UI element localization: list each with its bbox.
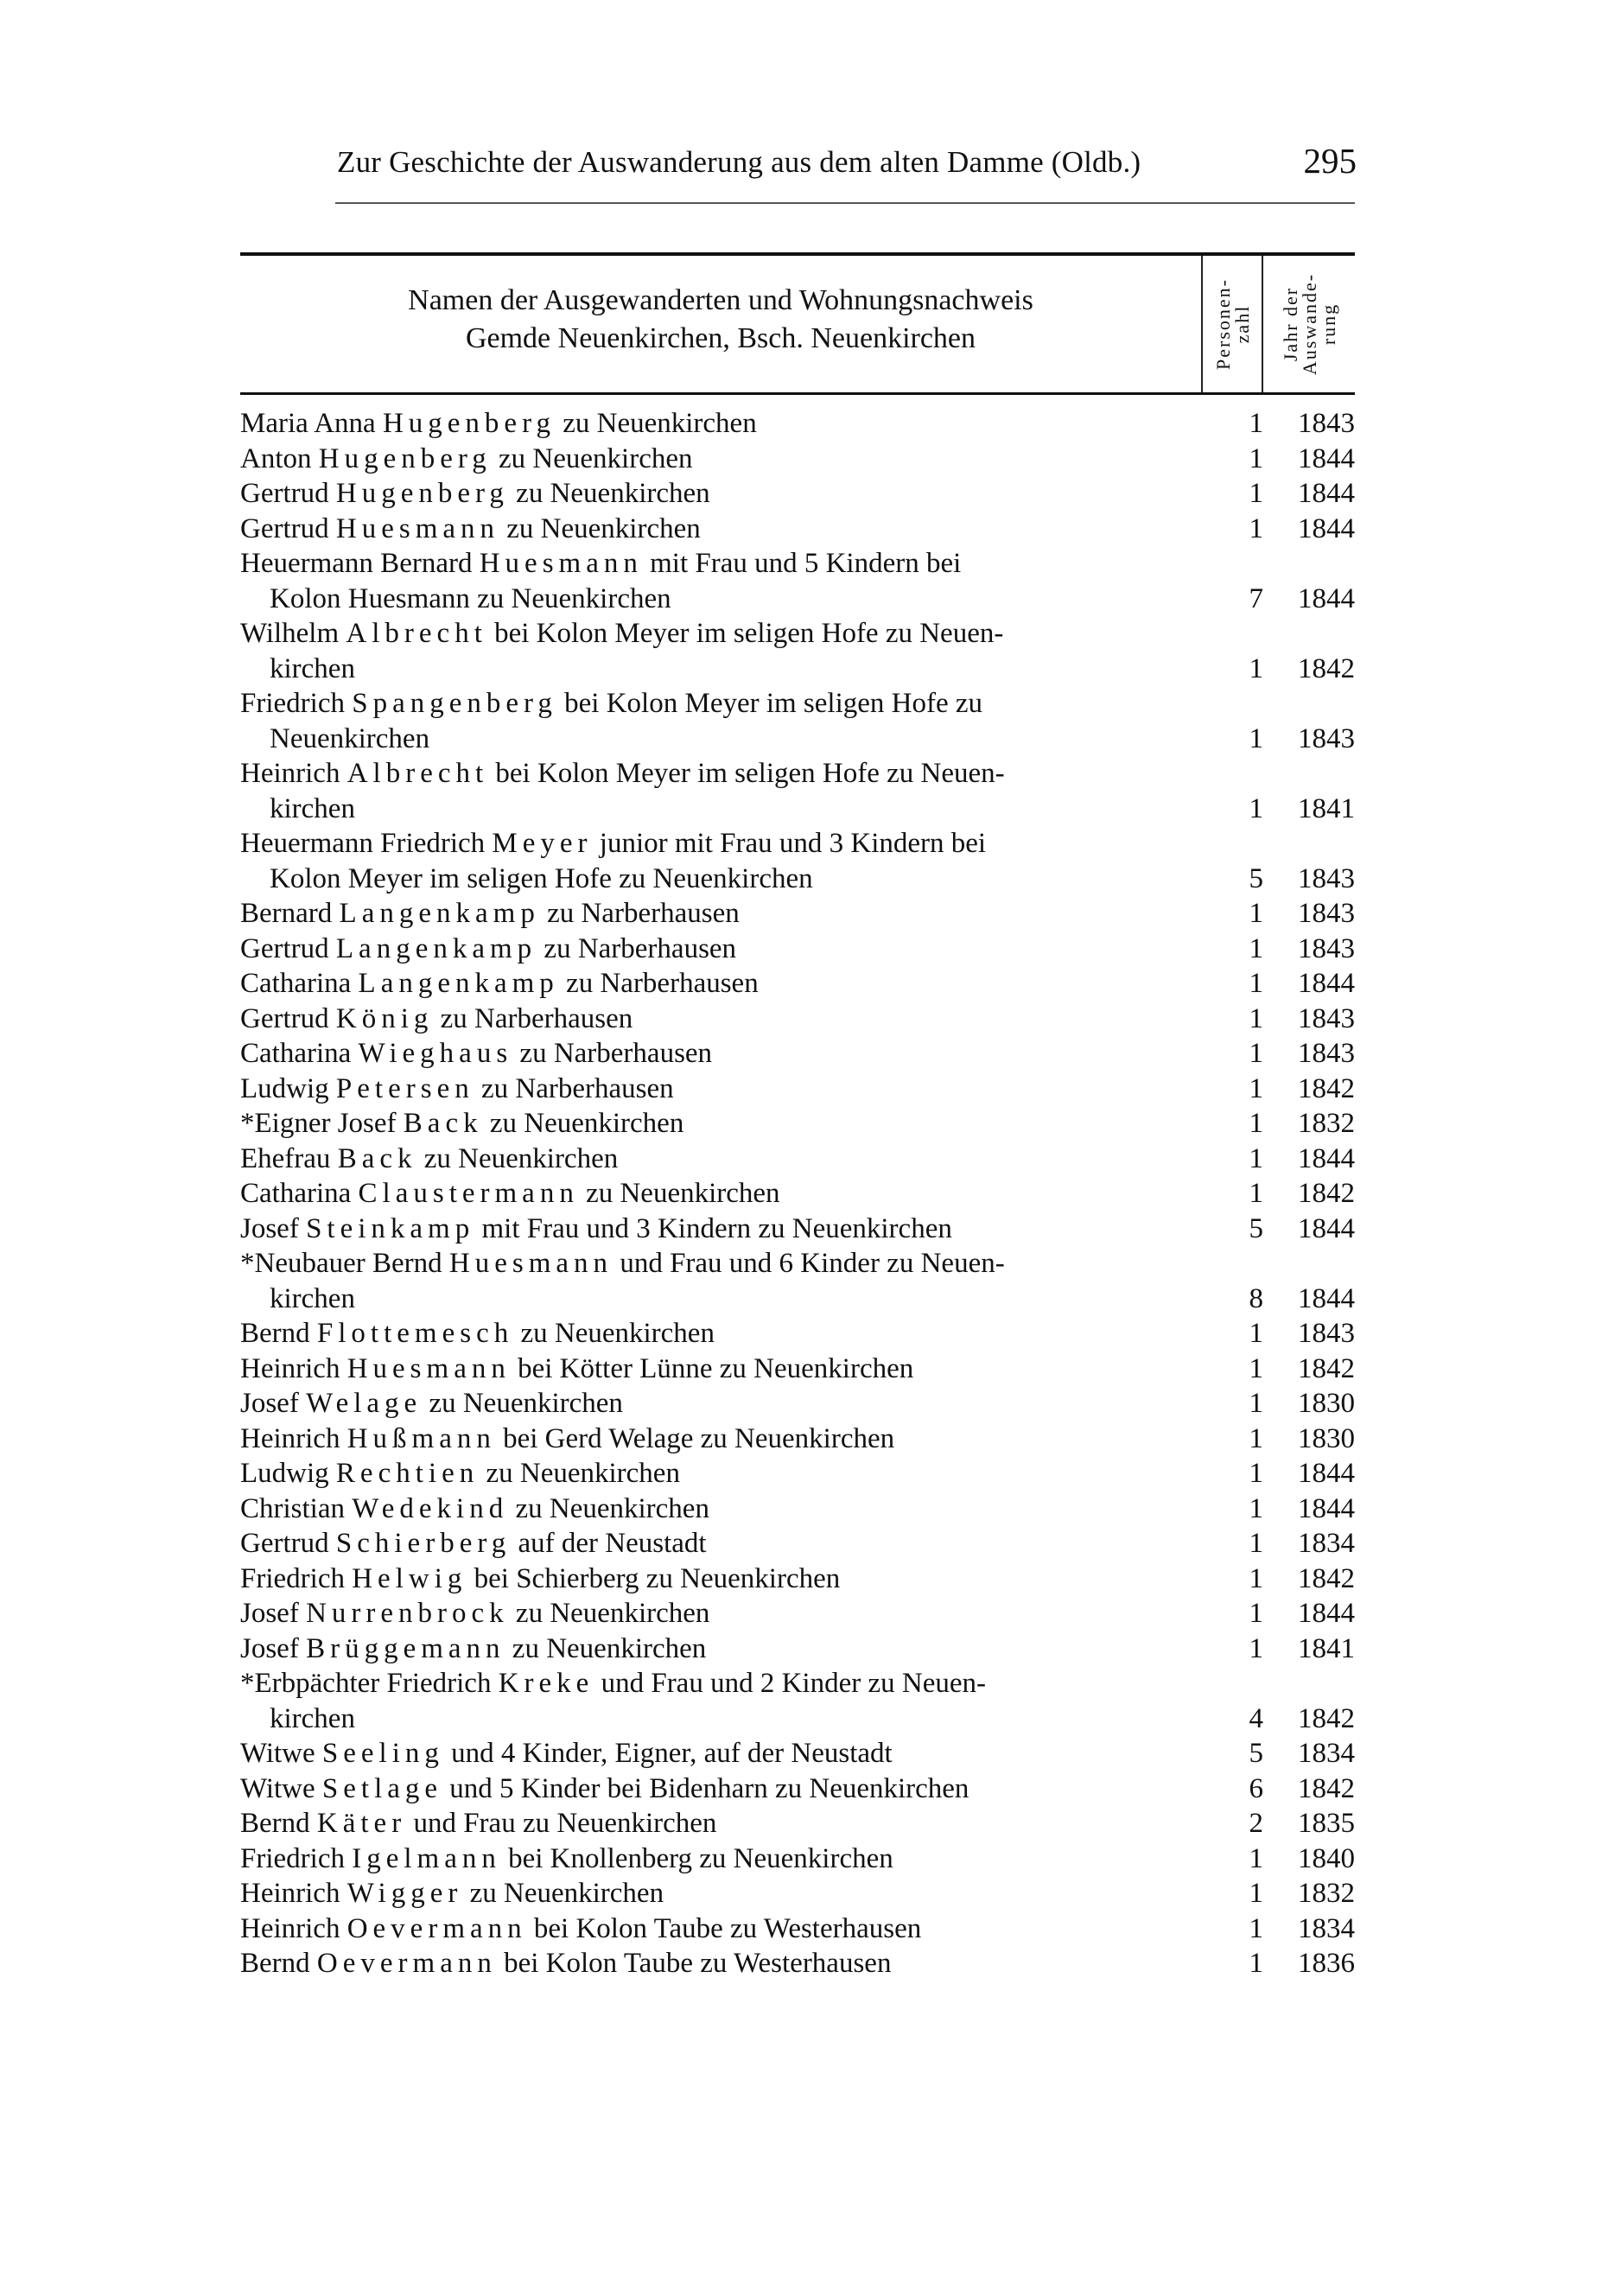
emigration-year: 1844 [1298, 478, 1355, 509]
entry-name [240, 1246, 1199, 1282]
entry-continuation: kirchen [270, 792, 355, 824]
persons-count: 1 [1249, 478, 1263, 509]
emigration-year: 1843 [1298, 1038, 1355, 1069]
entry-name [240, 1596, 1199, 1631]
persons-count: 1 [1249, 1598, 1263, 1629]
emigration-year: 1842 [1298, 1072, 1355, 1104]
table-row [240, 1246, 1355, 1316]
persons-count: 1 [1249, 792, 1263, 824]
persons-count: 1 [1249, 1912, 1263, 1944]
column-header-persons-line2: zahl [1231, 304, 1253, 344]
entry-given-name: Gertrud [240, 1002, 336, 1034]
entry-surname: König [335, 1002, 434, 1034]
table-row [240, 1036, 1355, 1072]
entry-surname: Albrecht [346, 618, 487, 649]
persons-count: 1 [1249, 1632, 1263, 1664]
entry-residence: zu Neuenkirchen [578, 1178, 780, 1209]
entry-residence: zu Narberhausen [539, 898, 740, 929]
column-header-persons [1201, 256, 1263, 392]
emigration-year: 1844 [1298, 512, 1355, 544]
entry-name [240, 1456, 1199, 1491]
persons-count: 1 [1249, 1178, 1263, 1209]
entry-name [240, 1771, 1199, 1807]
entry-name [240, 1876, 1199, 1911]
entry-given-name: Friedrich [240, 1842, 353, 1874]
emigration-year: 1843 [1298, 862, 1355, 894]
entry-name [240, 1841, 1199, 1877]
entry-surname: Langenkamp [358, 968, 559, 999]
table-row [240, 1631, 1355, 1667]
persons-count: 6 [1249, 1772, 1263, 1804]
table-row [240, 686, 1355, 756]
table-row [240, 1806, 1355, 1841]
entry-given-name: Heinrich [240, 1878, 347, 1909]
table-row [240, 1212, 1355, 1247]
persons-count: 1 [1249, 1948, 1263, 1979]
table-header-title-line2: Gemde Neuenkirchen, Bsch. Neuenkirchen [465, 322, 976, 354]
table-row [240, 1142, 1355, 1177]
emigration-year: 1842 [1298, 652, 1355, 684]
entry-residence: zu Narberhausen [433, 1002, 633, 1034]
table-row [240, 1526, 1355, 1561]
entry-name [240, 1176, 1199, 1212]
persons-count: 5 [1249, 1212, 1263, 1244]
entry-name [240, 1736, 1199, 1771]
entry-residence: zu Neuenkirchen [482, 1108, 684, 1139]
entry-residence: zu Narberhausen [474, 1072, 674, 1104]
entry-name [240, 756, 1199, 792]
column-header-year [1262, 256, 1357, 392]
persons-count: 1 [1249, 1562, 1263, 1594]
entry-name [240, 1316, 1199, 1352]
table-row [240, 1456, 1355, 1491]
entry-given-name: Ludwig [240, 1072, 336, 1104]
entry-name [240, 686, 1199, 722]
entry-continuation: kirchen [270, 652, 355, 684]
entry-name [240, 1911, 1199, 1947]
emigration-year: 1844 [1298, 1598, 1355, 1629]
entry-surname: Setlage [321, 1772, 443, 1804]
entry-given-name: Catharina [240, 1178, 359, 1209]
entry-name [240, 1631, 1199, 1667]
table-row [240, 932, 1355, 967]
entry-name [240, 406, 1199, 442]
emigration-year: 1844 [1298, 582, 1355, 614]
entry-name [240, 826, 1199, 862]
entry-residence: und Frau und 2 Kinder zu Neuen- [594, 1668, 986, 1699]
entry-surname: Huesmann [335, 512, 500, 544]
entry-surname: Nurrenbrock [306, 1598, 509, 1629]
table-row [240, 1666, 1355, 1736]
entry-name [240, 932, 1199, 967]
entry-given-name: Josef [240, 1598, 307, 1629]
entry-surname: Hugenberg [335, 478, 509, 509]
entry-given-name: Bernard [240, 898, 340, 929]
entry-residence: bei Gerd Welage zu Neuenkirchen [495, 1422, 895, 1454]
entry-given-name: Heinrich [240, 1912, 347, 1944]
entry-surname: Petersen [335, 1072, 474, 1104]
entry-residence: auf der Neustadt [511, 1528, 707, 1559]
entry-name [240, 1806, 1199, 1841]
entry-name [240, 1036, 1199, 1072]
emigrant-list [240, 406, 1355, 1981]
entry-given-name: Witwe [240, 1738, 322, 1769]
persons-count: 1 [1249, 1422, 1263, 1454]
entry-surname: Albrecht [346, 758, 489, 789]
emigration-year: 1842 [1298, 1562, 1355, 1594]
entry-surname: Hußmann [346, 1422, 496, 1454]
running-head [337, 140, 1357, 187]
entry-residence: mit Frau und 5 Kindern bei [642, 548, 962, 579]
entry-given-name: Gertrud [240, 1528, 336, 1559]
entry-surname: Langenkamp [335, 932, 537, 964]
entry-given-name: Heuermann Friedrich [240, 828, 493, 859]
entry-given-name: Witwe [240, 1772, 322, 1804]
entry-surname: Huesmann [479, 548, 643, 579]
table-row [240, 1596, 1355, 1631]
persons-count: 1 [1249, 898, 1263, 929]
table-header-title-line1: Namen der Ausgewanderten und Wohnungsnachweis [408, 284, 1033, 316]
table-row [240, 1352, 1355, 1387]
entry-name [240, 1386, 1199, 1421]
entry-residence: bei Kolon Meyer im seligen Hofe zu Neuen- [486, 618, 1004, 649]
entry-residence: bei Kolon Meyer im seligen Hofe zu [556, 688, 983, 719]
entry-name [240, 616, 1199, 652]
emigration-year: 1836 [1298, 1948, 1355, 1979]
table-row [240, 1316, 1355, 1352]
table-row [240, 406, 1355, 442]
entry-surname: Helwig [352, 1562, 467, 1594]
table-row [240, 1421, 1355, 1457]
emigration-year: 1844 [1298, 968, 1355, 999]
table-row [240, 1386, 1355, 1421]
entry-surname: Back [337, 1142, 417, 1174]
entry-name [240, 1142, 1199, 1177]
entry-residence: zu Neuenkirchen [416, 1142, 619, 1174]
emigration-year: 1843 [1298, 722, 1355, 754]
entry-residence: zu Neuenkirchen [462, 1878, 664, 1909]
table-row [240, 512, 1355, 547]
persons-count: 4 [1249, 1702, 1263, 1734]
entry-residence: und Frau zu Neuenkirchen [406, 1808, 717, 1839]
entry-name [240, 546, 1199, 582]
table-row [240, 1561, 1355, 1597]
entry-surname: Schierberg [335, 1528, 512, 1559]
entry-given-name: Gertrud [240, 932, 336, 964]
entry-residence: zu Narberhausen [558, 968, 759, 999]
entry-given-name: Heinrich [240, 1422, 347, 1454]
emigration-year: 1835 [1298, 1808, 1355, 1839]
entry-name [240, 476, 1199, 512]
persons-count: 1 [1249, 1388, 1263, 1419]
emigration-year: 1843 [1298, 1318, 1355, 1349]
entry-name [240, 1072, 1199, 1107]
entry-given-name: Josef [240, 1212, 307, 1244]
emigration-year: 1834 [1298, 1528, 1355, 1559]
entry-name [240, 512, 1199, 547]
entry-surname: Welage [306, 1388, 423, 1419]
emigration-year: 1830 [1298, 1388, 1355, 1419]
persons-count: 1 [1249, 1352, 1263, 1384]
entry-residence: mit Frau und 3 Kindern zu Neuenkirchen [474, 1212, 952, 1244]
entry-given-name: Anton [240, 442, 319, 474]
table-row [240, 756, 1355, 826]
entry-given-name: Bernd [240, 1808, 317, 1839]
emigration-year: 1834 [1298, 1912, 1355, 1944]
entry-surname: Kreke [498, 1668, 594, 1699]
emigration-year: 1840 [1298, 1842, 1355, 1874]
table-row [240, 476, 1355, 512]
persons-count: 8 [1249, 1282, 1263, 1314]
entry-given-name: Heinrich [240, 758, 347, 789]
persons-count: 1 [1249, 722, 1263, 754]
entry-surname: Brüggemann [306, 1632, 505, 1664]
table-row [240, 1771, 1355, 1807]
entry-surname: Wigger [346, 1878, 463, 1909]
persons-count: 1 [1249, 1492, 1263, 1524]
entry-surname: Käter [316, 1808, 407, 1839]
table-row [240, 966, 1355, 1002]
table-row [240, 896, 1355, 932]
entry-residence: zu Neuenkirchen [508, 1598, 710, 1629]
table-header-title [240, 282, 1201, 358]
entry-given-name: Christian [240, 1492, 353, 1524]
entry-residence: bei Knollenberg zu Neuenkirchen [500, 1842, 893, 1874]
column-header-year-line1: Jahr der [1280, 286, 1301, 362]
table-row [240, 1841, 1355, 1877]
persons-count: 1 [1249, 408, 1263, 439]
entry-given-name: Ludwig [240, 1458, 336, 1489]
emigration-year: 1842 [1298, 1702, 1355, 1734]
emigration-year: 1830 [1298, 1422, 1355, 1454]
entry-residence: bei Kolon Taube zu Westerhausen [496, 1948, 892, 1979]
persons-count: 1 [1249, 1528, 1263, 1559]
persons-count: 1 [1249, 1878, 1263, 1909]
entry-given-name: Friedrich [240, 1562, 353, 1594]
entry-surname: Steinkamp [306, 1212, 475, 1244]
emigration-year: 1841 [1298, 792, 1355, 824]
entry-name [240, 1212, 1199, 1247]
entry-surname: Rechtien [335, 1458, 480, 1489]
column-header-year-line3: rung [1318, 302, 1339, 346]
persons-count: 1 [1249, 1318, 1263, 1349]
table-row [240, 616, 1355, 686]
table-row [240, 1736, 1355, 1771]
emigration-year: 1843 [1298, 408, 1355, 439]
entry-surname: Flottemesch [316, 1318, 514, 1349]
persons-count: 1 [1249, 1072, 1263, 1104]
persons-count: 1 [1249, 512, 1263, 544]
table-row [240, 1002, 1355, 1037]
entry-name [240, 1106, 1199, 1142]
entry-residence: bei Kötter Lünne zu Neuenkirchen [510, 1352, 914, 1384]
persons-count: 1 [1249, 1458, 1263, 1489]
emigration-year: 1832 [1298, 1878, 1355, 1909]
table-row [240, 826, 1355, 896]
entry-given-name: Catharina [240, 968, 359, 999]
entry-given-name: Bernd [240, 1948, 317, 1979]
entry-continuation: Neuenkirchen [270, 722, 430, 754]
entry-residence: bei Kolon Taube zu Westerhausen [526, 1912, 922, 1944]
table-header-bottom-rule [240, 392, 1355, 395]
entry-name [240, 1421, 1199, 1457]
persons-count: 1 [1249, 1108, 1263, 1139]
emigration-year: 1844 [1298, 442, 1355, 474]
entry-residence: zu Neuenkirchen [513, 1318, 715, 1349]
persons-count: 1 [1249, 652, 1263, 684]
table-row [240, 442, 1355, 477]
entry-surname: Meyer [492, 828, 593, 859]
emigration-year: 1843 [1298, 898, 1355, 929]
entry-given-name: Catharina [240, 1038, 359, 1069]
entry-residence: zu Narberhausen [512, 1038, 713, 1069]
entry-given-name: Josef [240, 1632, 307, 1664]
emigration-year: 1842 [1298, 1178, 1355, 1209]
table-row [240, 1176, 1355, 1212]
persons-count: 1 [1249, 1002, 1263, 1034]
entry-residence: zu Neuenkirchen [499, 512, 701, 544]
entry-surname: Huesmann [448, 1248, 613, 1279]
entry-name [240, 1561, 1199, 1597]
entry-surname: Oevermann [346, 1912, 527, 1944]
entry-given-name: Heuermann Bernard [240, 548, 480, 579]
entry-residence: und 5 Kinder bei Bidenharn zu Neuenkirchen [442, 1772, 969, 1804]
entry-name [240, 1946, 1199, 1981]
entry-given-name: Friedrich [240, 688, 353, 719]
table-row [240, 1876, 1355, 1911]
entry-given-name: Heinrich [240, 1352, 347, 1384]
entry-name [240, 1002, 1199, 1037]
entry-name [240, 1491, 1199, 1527]
entry-name [240, 1666, 1199, 1701]
entry-surname: Wieghaus [358, 1038, 513, 1069]
running-title: Zur Geschichte der Auswanderung aus dem alten Damme (Oldb.) [337, 145, 1141, 179]
entry-surname: Hugenberg [382, 408, 556, 439]
table-row [240, 546, 1355, 616]
entry-name [240, 896, 1199, 932]
entry-surname: Back [403, 1108, 483, 1139]
persons-count: 1 [1249, 968, 1263, 999]
table-row [240, 1491, 1355, 1527]
entry-name [240, 1526, 1199, 1561]
entry-residence: zu Neuenkirchen [555, 408, 757, 439]
persons-count: 2 [1249, 1808, 1263, 1839]
entry-residence: bei Kolon Meyer im seligen Hofe zu Neuen- [488, 758, 1005, 789]
emigration-year: 1844 [1298, 1212, 1355, 1244]
emigration-year: 1842 [1298, 1352, 1355, 1384]
entry-continuation: Kolon Huesmann zu Neuenkirchen [270, 582, 671, 614]
table-row [240, 1072, 1355, 1107]
entry-residence: zu Neuenkirchen [508, 1492, 709, 1524]
entry-surname: Claustermann [358, 1178, 579, 1209]
entry-surname: Langenkamp [339, 898, 540, 929]
entry-residence: junior mit Frau und 3 Kindern bei [592, 828, 987, 859]
emigration-year: 1844 [1298, 1282, 1355, 1314]
entry-surname: Oevermann [316, 1948, 497, 1979]
entry-residence: zu Neuenkirchen [505, 1632, 707, 1664]
entry-given-name: Gertrud [240, 478, 336, 509]
table-row [240, 1946, 1355, 1981]
entry-surname: Wedekind [352, 1492, 509, 1524]
page-number: 295 [1303, 141, 1357, 181]
entry-surname: Seeling [321, 1738, 444, 1769]
emigration-year: 1842 [1298, 1772, 1355, 1804]
entry-continuation: Kolon Meyer im seligen Hofe zu Neuenkirchen [270, 862, 813, 894]
table-row [240, 1106, 1355, 1142]
entry-residence: zu Neuenkirchen [479, 1458, 680, 1489]
persons-count: 1 [1249, 1842, 1263, 1874]
persons-count: 5 [1249, 862, 1263, 894]
persons-count: 1 [1249, 932, 1263, 964]
entry-name [240, 966, 1199, 1002]
persons-count: 1 [1249, 1142, 1263, 1174]
head-rule [335, 202, 1355, 204]
entry-name [240, 1352, 1199, 1387]
entry-residence: zu Neuenkirchen [508, 478, 710, 509]
entry-surname: Hugenberg [318, 442, 492, 474]
persons-count: 5 [1249, 1738, 1263, 1769]
entry-given-name: *Eigner Josef [240, 1108, 404, 1139]
persons-count: 1 [1249, 1038, 1263, 1069]
entry-residence: bei Schierberg zu Neuenkirchen [467, 1562, 841, 1594]
persons-count: 1 [1249, 442, 1263, 474]
entry-given-name: *Neubauer Bernd [240, 1248, 449, 1279]
entry-surname: Huesmann [346, 1352, 511, 1384]
entry-surname: Spangenberg [352, 688, 557, 719]
entry-given-name: *Erbpächter Friedrich [240, 1668, 499, 1699]
entry-given-name: Maria Anna [240, 408, 383, 439]
entry-given-name: Ehefrau [240, 1142, 338, 1174]
entry-residence: zu Neuenkirchen [491, 442, 693, 474]
entry-given-name: Bernd [240, 1318, 317, 1349]
table-header [240, 256, 1355, 392]
entry-residence: zu Narberhausen [537, 932, 737, 964]
entry-name [240, 442, 1199, 477]
column-header-persons-line1: Personen- [1212, 278, 1234, 370]
entry-continuation: kirchen [270, 1702, 355, 1734]
emigration-year: 1843 [1298, 932, 1355, 964]
entry-given-name: Gertrud [240, 512, 336, 544]
emigration-year: 1832 [1298, 1108, 1355, 1139]
emigration-year: 1844 [1298, 1142, 1355, 1174]
entry-residence: und 4 Kinder, Eigner, auf der Neustadt [443, 1738, 893, 1769]
entry-given-name: Wilhelm [240, 618, 346, 649]
column-header-year-line2: Auswande- [1299, 272, 1320, 376]
emigration-year: 1844 [1298, 1492, 1355, 1524]
table-row [240, 1911, 1355, 1947]
emigration-year: 1843 [1298, 1002, 1355, 1034]
persons-count: 7 [1249, 582, 1263, 614]
emigration-year: 1844 [1298, 1458, 1355, 1489]
entry-given-name: Josef [240, 1388, 307, 1419]
entry-continuation: kirchen [270, 1282, 355, 1314]
entry-residence: und Frau und 6 Kinder zu Neuen- [613, 1248, 1005, 1279]
entry-surname: Igelmann [352, 1842, 501, 1874]
emigration-year: 1841 [1298, 1632, 1355, 1664]
entry-residence: zu Neuenkirchen [422, 1388, 623, 1419]
emigration-year: 1834 [1298, 1738, 1355, 1769]
